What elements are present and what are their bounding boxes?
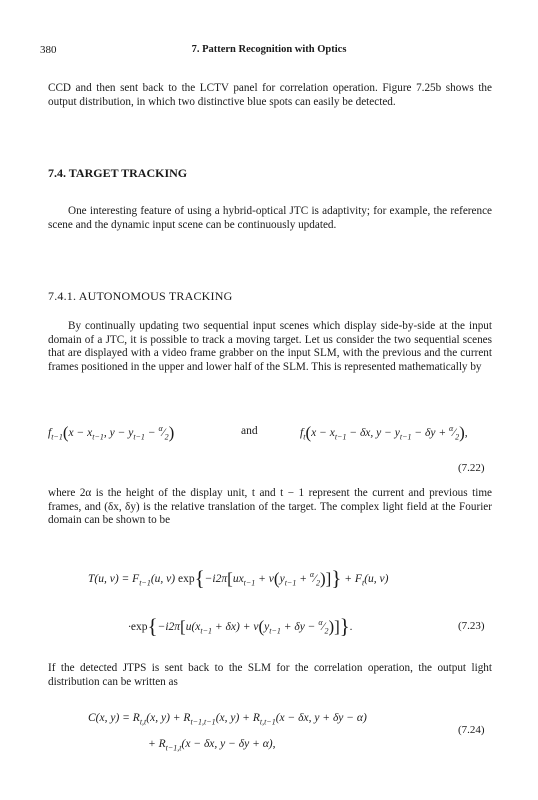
- paragraph-5: If the detected JTPS is sent back to the SLM for the correlation operation, the output light distribution can be written as: [48, 662, 492, 688]
- subsection-heading-7-4-1: 7.4.1. AUTONOMOUS TRACKING: [48, 289, 233, 303]
- equation-number-7-24: (7.24): [458, 724, 485, 736]
- section-heading-7-4: 7.4. TARGET TRACKING: [48, 166, 188, 180]
- paragraph-4: where 2α is the height of the display unit, t and t − 1 represent the current and previous time frames, and (δx, δy) is the relative translation of the target. The complex light field at the Fourier domain can be shown to be: [48, 487, 492, 527]
- equation-number-7-22: (7.22): [458, 462, 485, 474]
- paragraph-1: CCD and then sent back to the LCTV panel for correlation operation. Figure 7.25b shows the output distribution, in which two distinctive blue spots can easily be detected.: [48, 82, 492, 108]
- equation-number-7-23: (7.23): [458, 620, 485, 632]
- running-title: 7. Pattern Recognition with Optics: [191, 44, 347, 55]
- equation-7-24-line-2: + $R_{t-1,t}(x - \delta x$, y − δy + α),: [148, 738, 276, 753]
- equation-7-22-right: $f_t(x - x_{t-1} - \delta x$, $y - y_{t-1} - \delta y$ + $^\alpha⁄_2$),: [300, 423, 468, 442]
- equation-7-23-line-1: T(u, $v) = F_{t-1}(u$, v) $\exp\{-i2\pi[ux_{t-1} + v(y_{t-1}$ + $^\alpha⁄_2)]\} + F_t(u$, v): [88, 566, 389, 590]
- paragraph-3: By continually updating two sequential input scenes which display side-by-side at the input domain of a JTC, it is possible to track a moving target. Let us consider the two sequential scenes that are displayed with a video frame grabber on the input SLM, with the previous and the current frames positioned in the upper and lower half of the SLM. This is represented mathematically by: [48, 320, 492, 373]
- equation-7-24-line-1: C(x, $y) = R_{t,t}(x$, $y) + R_{t-1,t-1}(x$, $y) + R_{t,t-1}(x - \delta x$, y + δy − α): [88, 712, 367, 727]
- paragraph-2: One interesting feature of using a hybrid-optical JTC is adaptivity; for example, the reference scene and the dynamic input scene can be continuously updated.: [48, 205, 492, 231]
- equation-7-23-line-2: $\cdot\exp\{-i2\pi[u(x_{t-1} + \delta x) + v(y_{t-1} + \delta y$ − $^\alpha⁄_2$)]}.: [128, 614, 353, 638]
- running-header: [40, 44, 498, 58]
- equation-and: and: [241, 425, 258, 437]
- page-number: 380: [40, 44, 57, 56]
- equation-7-22-left: $f_{t-1}(x - x_{t-1}$, $y - y_{t-1}$ − $^\alpha⁄_2$): [48, 423, 175, 442]
